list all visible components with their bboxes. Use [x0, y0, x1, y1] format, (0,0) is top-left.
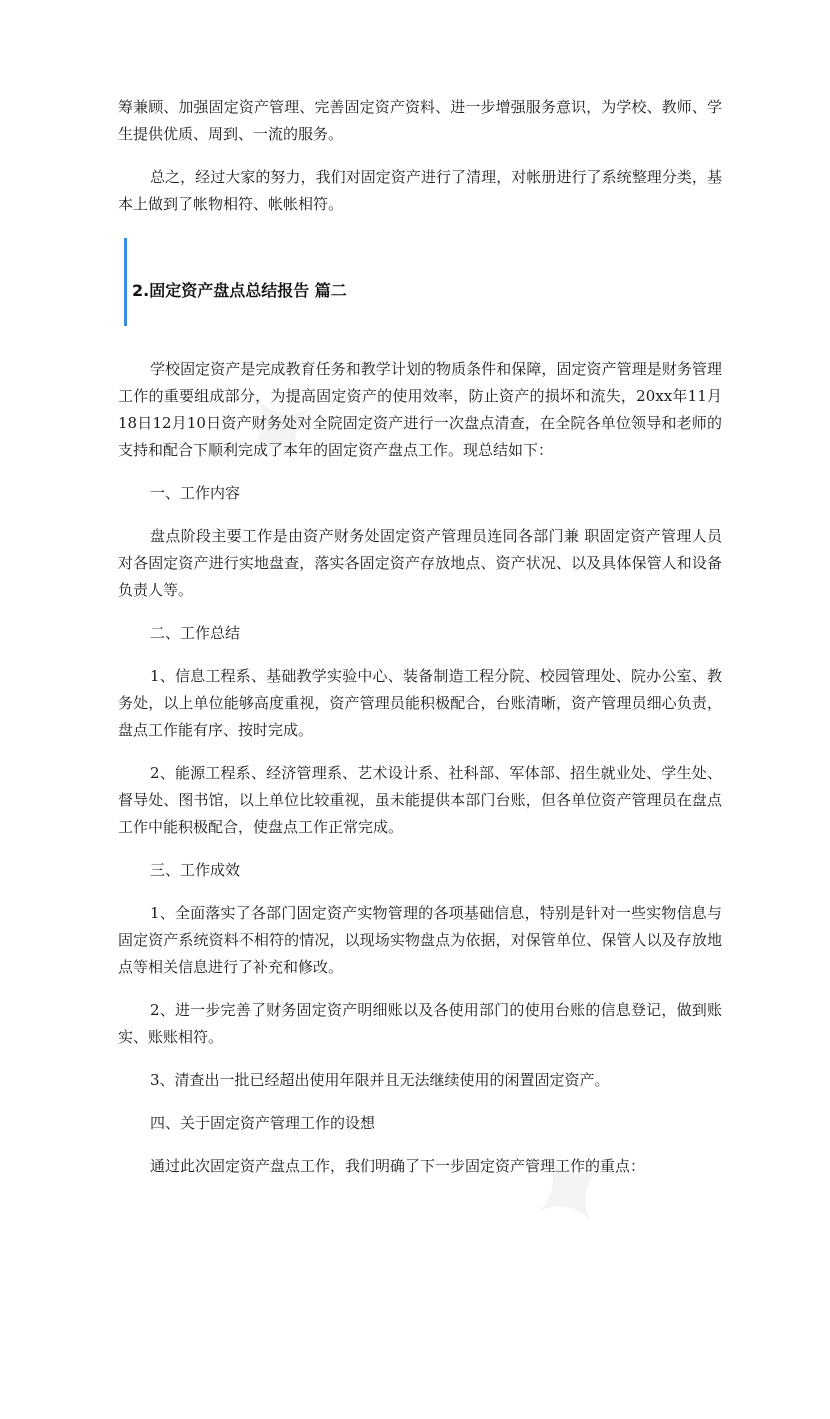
- paragraph: 1、全面落实了各部门固定资产实物管理的各项基础信息，特别是针对一些实物信息与固定资产系统资料不相符的情况，以现场实物盘点为依据，对保管单位、保管人以及存放地点等相关信息进行了补充和修改。: [118, 904, 722, 976]
- paragraph: 学校固定资产是完成教育任务和教学计划的物质条件和保障，固定资产管理是财务管理工作的重要组成部分，为提高固定资产的使用效率，防止资产的损坏和流失，20xx年11月18日12月10日资产财务处对全院固定资产进行一次盘点清查，在全院各单位领导和老师的支持和配合下顺利完成了本年的固定资产盘点工作。现总结如下：: [118, 360, 722, 459]
- paragraph: 盘点阶段主要工作是由资产财务处固定资产管理员连同各部门兼 职固定资产管理人员对各固定资产进行实地盘查，落实各固定资产存放地点、资产状况、以及具体保管人和设备负责人等。: [118, 527, 722, 599]
- subheading: 二、工作总结: [150, 624, 241, 642]
- subheading: 四、关于固定资产管理工作的设想: [150, 1114, 376, 1132]
- paragraph: 2、能源工程系、经济管理系、艺术设计系、社科部、军体部、招生就业处、学生处、督导处、图书馆，以上单位比较重视，虽未能提供本部门台账，但各单位资产管理员在盘点工作中能积极配合，使盘点工作正常完成。: [118, 764, 722, 836]
- paragraph: 总之，经过大家的努力，我们对固定资产进行了清理，对帐册进行了系统整理分类，基本上做到了帐物相符、帐帐相符。: [118, 168, 722, 213]
- paragraph: 通过此次固定资产盘点工作，我们明确了下一步固定资产管理工作的重点：: [150, 1157, 646, 1175]
- paragraph: 2、进一步完善了财务固定资产明细账以及各使用部门的使用台账的信息登记，做到账实、账账相符。: [118, 1001, 722, 1046]
- heading-accent-bar: [124, 238, 127, 326]
- section-heading: 2.固定资产盘点总结报告 篇二: [132, 281, 347, 300]
- document-body: [118, 94, 722, 1180]
- paragraph: 筹兼顾、加强固定资产管理、完善固定资产资料、进一步增强服务意识，为学校、教师、学生提供优质、周到、一流的服务。: [118, 98, 722, 143]
- section-heading-block: [118, 238, 722, 326]
- subheading: 一、工作内容: [150, 484, 241, 502]
- subheading: 三、工作成效: [150, 861, 241, 879]
- paragraph: 3、清查出一批已经超出使用年限并且无法继续使用的闲置固定资产。: [150, 1071, 610, 1089]
- paragraph: 1、信息工程系、基础教学实验中心、装备制造工程分院、校园管理处、院办公室、教务处，以上单位能够高度重视，资产管理员能积极配合，台账清晰，资产管理员细心负责，盘点工作能有序、按时完成。: [118, 667, 722, 739]
